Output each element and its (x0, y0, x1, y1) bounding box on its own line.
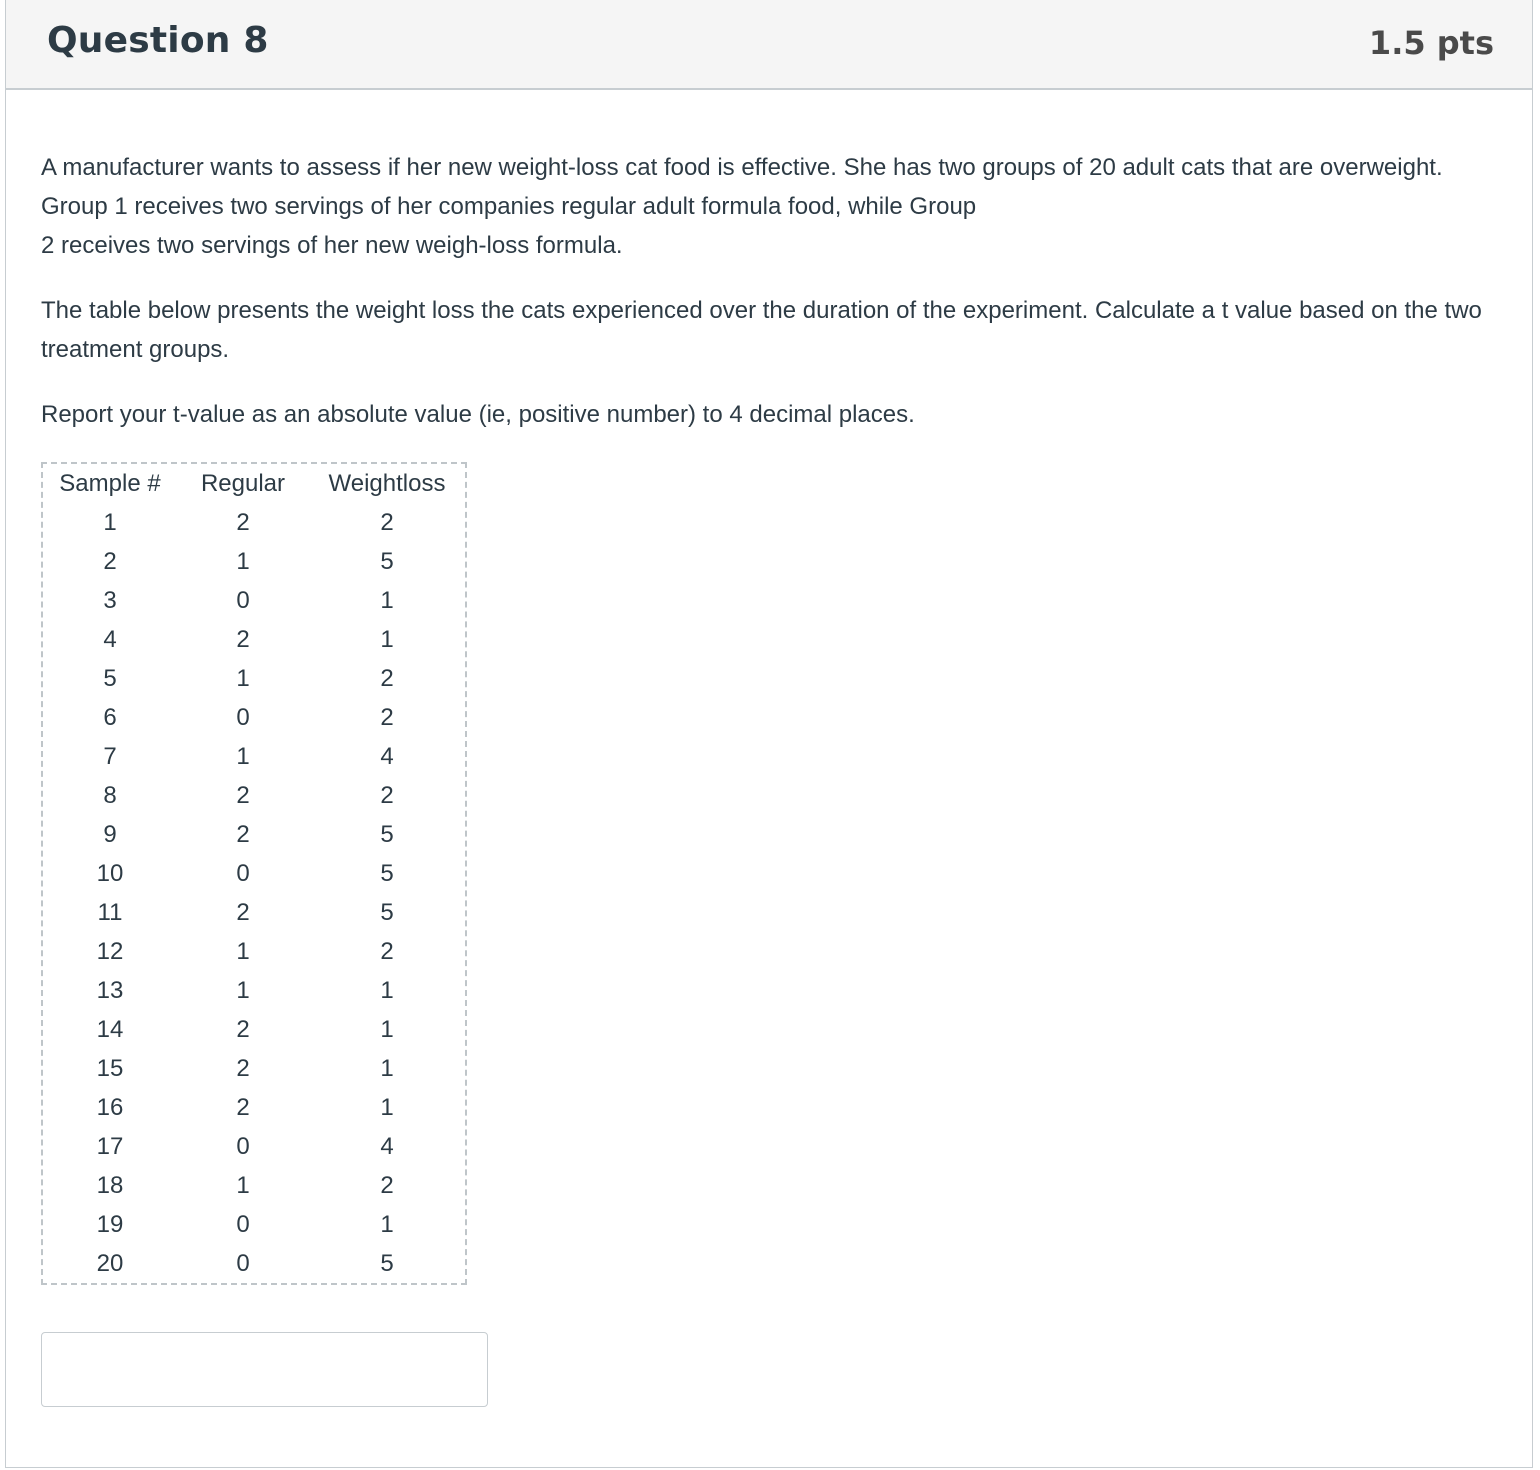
cell-weightloss: 2 (380, 508, 394, 536)
header-weightloss: Weightloss (328, 469, 446, 497)
cell-sample: 4 (103, 625, 117, 653)
table-row (43, 659, 465, 698)
question-text (41, 148, 1501, 460)
cell-sample: 13 (96, 976, 124, 1004)
paragraph-1-line-1: A manufacturer wants to assess if her new weight-loss cat food is effective. She has two groups of 20 adult cats that are overweight. Group 1 receives two servings of her companies regular adult formula food, while Group (41, 154, 1443, 220)
cell-weightloss: 2 (380, 1171, 394, 1199)
table-row (43, 1127, 465, 1166)
cell-sample: 7 (103, 742, 117, 770)
cell-weightloss: 5 (380, 820, 394, 848)
cell-regular: 2 (236, 1015, 250, 1043)
cell-regular: 0 (236, 1132, 250, 1160)
cell-sample: 19 (96, 1210, 124, 1238)
cell-regular: 1 (236, 1171, 250, 1199)
table-row (43, 815, 465, 854)
cell-sample: 1 (103, 508, 117, 536)
cell-regular: 0 (236, 703, 250, 731)
cell-weightloss: 5 (380, 547, 394, 575)
cell-regular: 2 (236, 898, 250, 926)
table-body (43, 503, 465, 1283)
cell-sample: 5 (103, 664, 117, 692)
cell-regular: 2 (236, 781, 250, 809)
cell-regular: 1 (236, 547, 250, 575)
cell-sample: 20 (96, 1249, 124, 1277)
table-row (43, 737, 465, 776)
cell-regular: 2 (236, 625, 250, 653)
cell-regular: 2 (236, 1054, 250, 1082)
cell-regular: 1 (236, 664, 250, 692)
table-row (43, 971, 465, 1010)
cell-sample: 10 (96, 859, 124, 887)
cell-weightloss: 2 (380, 937, 394, 965)
cell-sample: 18 (96, 1171, 124, 1199)
cell-weightloss: 5 (380, 898, 394, 926)
table-row (43, 1010, 465, 1049)
table-row (43, 542, 465, 581)
table-row (43, 1088, 465, 1127)
cell-sample: 3 (103, 586, 117, 614)
cell-sample: 14 (96, 1015, 124, 1043)
table-row (43, 932, 465, 971)
cell-weightloss: 2 (380, 703, 394, 731)
cell-weightloss: 1 (380, 1054, 394, 1082)
question-paragraph-3: Report your t-value as an absolute value (ie, positive number) to 4 decimal places. (41, 401, 915, 428)
table-row (43, 581, 465, 620)
cell-weightloss: 1 (380, 1093, 394, 1121)
cell-sample: 11 (97, 898, 123, 926)
cell-sample: 12 (96, 937, 124, 965)
table-row (43, 854, 465, 893)
cell-sample: 17 (96, 1132, 124, 1160)
cell-regular: 1 (236, 976, 250, 1004)
question-paragraph-2: The table below presents the weight loss the cats experienced over the duration of the experiment. Calculate a t value based on the two treatment groups. (41, 297, 1482, 363)
answer-input[interactable] (41, 1332, 488, 1407)
paragraph-1-line-2: 2 receives two servings of her new weigh-loss formula. (41, 232, 623, 259)
table-row (43, 893, 465, 932)
cell-regular: 1 (236, 742, 250, 770)
cell-weightloss: 1 (380, 1015, 394, 1043)
cell-regular: 0 (236, 859, 250, 887)
cell-sample: 16 (96, 1093, 124, 1121)
table-row (43, 698, 465, 737)
cell-regular: 2 (236, 1093, 250, 1121)
question-points: 1.5 pts (1368, 24, 1494, 62)
cell-weightloss: 4 (380, 742, 394, 770)
table-row (43, 776, 465, 815)
table-row (43, 1244, 465, 1283)
cell-weightloss: 2 (380, 781, 394, 809)
table-row (43, 1166, 465, 1205)
cell-weightloss: 4 (380, 1132, 394, 1160)
table-row (43, 1205, 465, 1244)
cell-weightloss: 1 (380, 976, 394, 1004)
question-paragraph-1 (41, 148, 1501, 265)
question-title: Question 8 (47, 20, 269, 61)
question-header (6, 0, 1532, 90)
cell-weightloss: 1 (380, 1210, 394, 1238)
cell-weightloss: 2 (380, 664, 394, 692)
header-regular: Regular (200, 469, 286, 497)
cell-sample: 15 (96, 1054, 124, 1082)
table-header-row (43, 464, 465, 503)
weight-loss-table (41, 462, 467, 1285)
header-sample: Sample # (59, 469, 161, 497)
cell-regular: 0 (236, 586, 250, 614)
cell-regular: 2 (236, 508, 250, 536)
table-row (43, 503, 465, 542)
cell-weightloss: 5 (380, 1249, 394, 1277)
cell-regular: 0 (236, 1210, 250, 1238)
cell-sample: 2 (103, 547, 117, 575)
table-row (43, 1049, 465, 1088)
cell-regular: 0 (236, 1249, 250, 1277)
cell-regular: 2 (236, 820, 250, 848)
cell-sample: 6 (103, 703, 117, 731)
table-row (43, 620, 465, 659)
cell-sample: 9 (103, 820, 117, 848)
cell-sample: 8 (103, 781, 117, 809)
cell-regular: 1 (236, 937, 250, 965)
cell-weightloss: 1 (380, 586, 394, 614)
cell-weightloss: 1 (380, 625, 394, 653)
cell-weightloss: 5 (380, 859, 394, 887)
